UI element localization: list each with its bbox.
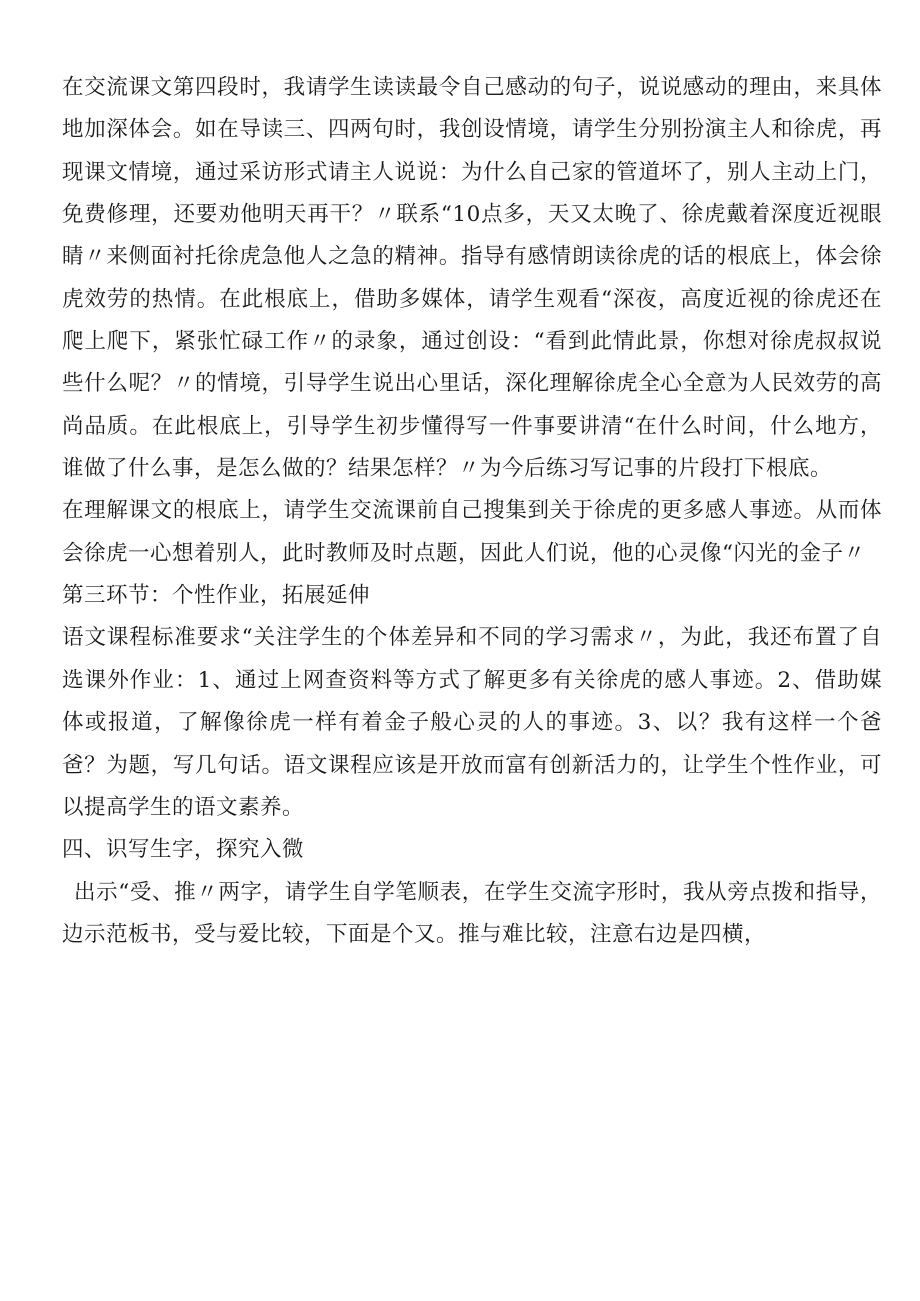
document-body bbox=[62, 67, 882, 956]
paragraph-xuhu-deeds: 在理解课文的根底上，请学生交流课前自己搜集到关于徐虎的更多感人事迹。从而体会徐虎一心想着别人，此时教师及时点题，因此人们说，他的心灵像“闪光的金子〃 bbox=[62, 498, 882, 566]
paragraph-homework: 语文课程标准要求“关注学生的个体差异和不同的学习需求〃，为此，我还布置了自选课外作业：1、通过上网查资料等方式了解更多有关徐虎的感人事迹。2、借助媒体或报道，了解像徐虎一样有着金子般心灵的人的事迹。3、以？我有这样一个爸爸？为题，写几句话。语文课程应该是开放而富有创新活力的，让学生个性作业，可以提高学生的语文素养。 bbox=[62, 625, 882, 820]
section-heading-third-stage: 第三环节：个性作业，拓展延伸 bbox=[62, 583, 371, 609]
paragraph-character-teaching: 出示“受、推〃两字，请学生自学笔顺表，在学生交流字形时，我从旁点拨和指导，边示范板书，受与爱比较，下面是个又。推与难比较，注意右边是四横， bbox=[62, 879, 882, 947]
paragraph-reading-section-four: 在交流课文第四段时，我请学生读读最令自己感动的句子，说说感动的理由，来具体地加深体会。如在导读三、四两句时，我创设情境，请学生分别扮演主人和徐虎，再现课文情境，通过采访形式请主人说说：为什么自己家的管道坏了，别人主动上门，免费修理，还要劝他明天再干？〃联系“10点多，天又太晚了、徐虎戴着深度近视眼睛〃来侧面衬托徐虎急他人之急的精神。指导有感情朗读徐虎的话的根底上，体会徐虎效劳的热情。在此根底上，借助多媒体，请学生观看“深夜，高度近视的徐虎还在爬上爬下，紧张忙碌工作〃的录象，通过创设：“看到此情此景，你想对徐虎叔叔说些什么呢？〃的情境，引导学生说出心里话，深化理解徐虎全心全意为人民效劳的高尚品质。在此根底上，引导学生初步懂得写一件事要讲清“在什么时间，什么地方，谁做了什么事，是怎么做的？结果怎样？〃为今后练习写记事的片段打下根底。 bbox=[62, 75, 882, 482]
section-heading-characters: 四、识写生字，探究入微 bbox=[62, 837, 305, 863]
